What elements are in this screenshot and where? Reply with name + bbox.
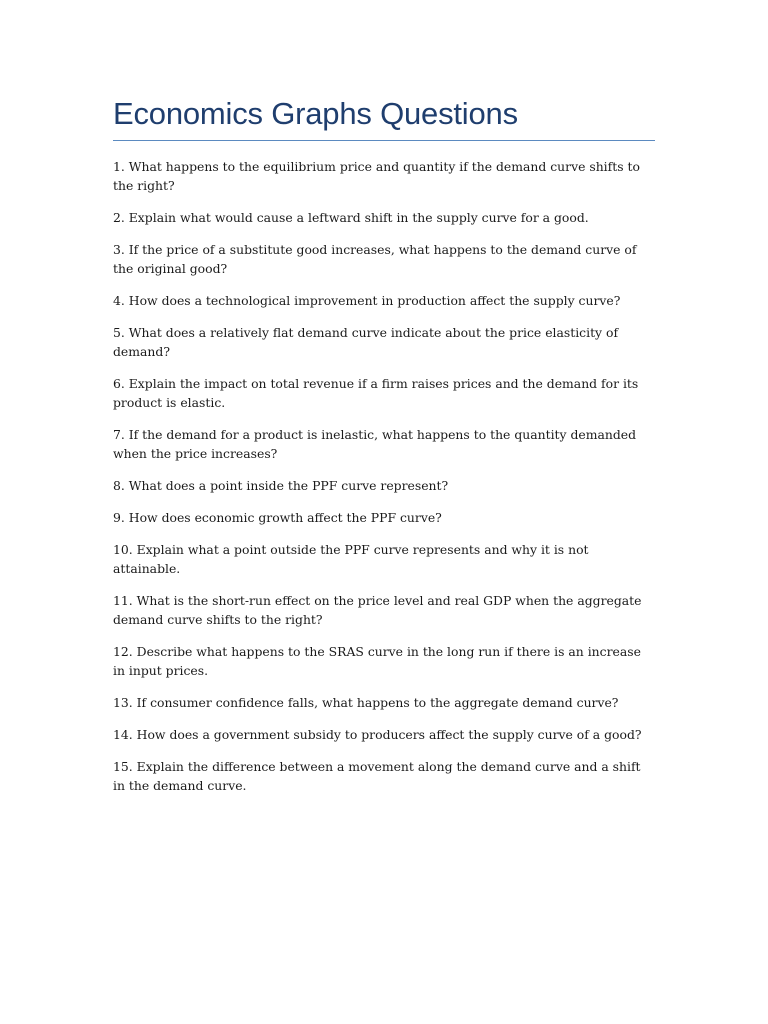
question-item: 7. If the demand for a product is inelastic, what happens to the quantity demanded when the price increases? bbox=[113, 427, 637, 461]
question-item: 13. If consumer confidence falls, what happens to the aggregate demand curve? bbox=[113, 695, 619, 710]
question-item: 2. Explain what would cause a leftward shift in the supply curve for a good. bbox=[113, 210, 589, 225]
title-underline bbox=[113, 140, 655, 141]
question-item: 6. Explain the impact on total revenue if a firm raises prices and the demand for its product is elastic. bbox=[113, 376, 639, 410]
question-item: 3. If the price of a substitute good increases, what happens to the demand curve of the original good? bbox=[113, 242, 637, 276]
question-item: 14. How does a government subsidy to producers affect the supply curve of a good? bbox=[113, 727, 642, 742]
question-item: 15. Explain the difference between a movement along the demand curve and a shift in the demand curve. bbox=[113, 759, 641, 793]
question-item: 1. What happens to the equilibrium price and quantity if the demand curve shifts to the right? bbox=[113, 159, 640, 193]
question-item: 12. Describe what happens to the SRAS curve in the long run if there is an increase in input prices. bbox=[113, 644, 641, 678]
question-item: 4. How does a technological improvement in production affect the supply curve? bbox=[113, 293, 621, 308]
document-page bbox=[113, 94, 655, 808]
question-list bbox=[113, 157, 655, 795]
question-item: 10. Explain what a point outside the PPF curve represents and why it is not attainable. bbox=[113, 542, 589, 576]
question-item: 9. How does economic growth affect the PPF curve? bbox=[113, 510, 442, 525]
question-item: 11. What is the short-run effect on the price level and real GDP when the aggregate demand curve shifts to the right? bbox=[113, 593, 642, 627]
question-item: 8. What does a point inside the PPF curve represent? bbox=[113, 478, 449, 493]
question-item: 5. What does a relatively flat demand curve indicate about the price elasticity of demand? bbox=[113, 325, 619, 359]
document-title: Economics Graphs Questions bbox=[113, 96, 518, 131]
